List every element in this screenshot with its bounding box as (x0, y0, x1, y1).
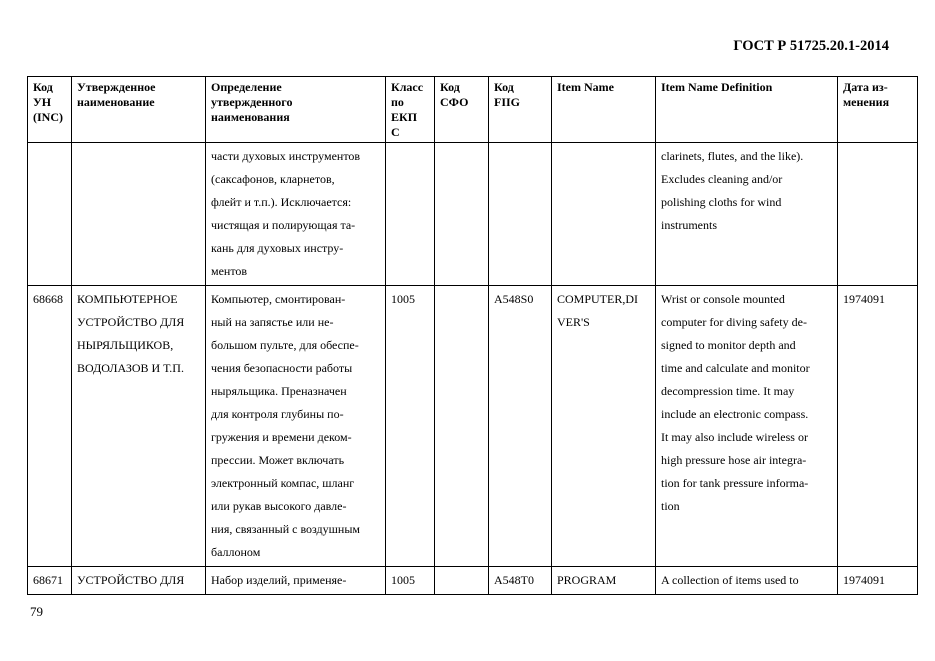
document-code: ГОСТ Р 51725.20.1-2014 (733, 38, 889, 54)
column-header-change-date: Дата из- менения (838, 77, 918, 143)
cell-class: 1005 (386, 286, 435, 567)
cell-inc: 68671 (28, 567, 72, 595)
column-header-fiig: Код FIIG (489, 77, 552, 143)
column-header-approved-name: Утвержденное наименование (72, 77, 206, 143)
table-row (28, 143, 918, 286)
cell-item-name-definition: A collection of items used to (656, 567, 838, 595)
cell-change-date: 1974091 (838, 567, 918, 595)
table-row (28, 567, 918, 595)
cell-change-date: 1974091 (838, 286, 918, 567)
cell-inc (28, 143, 72, 286)
cell-definition: Компьютер, смонтирован- ный на запястье или не- большом пульте, для обеспе- чения безопасности работы ныряльщика. Преназначен для контроля глубины по- гружения и времени деком- прессии. Может включать электронный компас, шланг или рукав высокого давле- ния, связанный с воздушным баллоном (206, 286, 386, 567)
table-header-row (28, 77, 918, 143)
cell-definition: Набор изделий, применяе- (206, 567, 386, 595)
cell-sfo (435, 143, 489, 286)
cell-sfo (435, 567, 489, 595)
cell-sfo (435, 286, 489, 567)
cell-definition: части духовых инструментов (саксафонов, кларнетов, флейт и т.п.). Исключается: чистящая и полирующая та- кань для духовых инстру- ментов (206, 143, 386, 286)
table-row (28, 286, 918, 567)
cell-item-name: PROGRAM (552, 567, 656, 595)
cell-approved-name (72, 143, 206, 286)
cell-fiig: A548T0 (489, 567, 552, 595)
cell-class: 1005 (386, 567, 435, 595)
cell-item-name-definition: Wrist or console mounted computer for diving safety de- signed to monitor depth and time and calculate and monitor decompression time. It may include an electronic compass. It may also include wireless or high pressure hose air integra- tion for tank pressure informa- tion (656, 286, 838, 567)
cell-item-name: COMPUTER,DI VER'S (552, 286, 656, 567)
cell-change-date (838, 143, 918, 286)
cell-inc: 68668 (28, 286, 72, 567)
column-header-definition: Определение утвержденного наименования (206, 77, 386, 143)
column-header-sfo: Код СФО (435, 77, 489, 143)
cell-approved-name: УСТРОЙСТВО ДЛЯ (72, 567, 206, 595)
column-header-class: Класс по ЕКП С (386, 77, 435, 143)
catalog-table (27, 76, 918, 595)
cell-class (386, 143, 435, 286)
cell-item-name-definition: clarinets, flutes, and the like). Excludes cleaning and/or polishing cloths for wind instruments (656, 143, 838, 286)
cell-approved-name: КОМПЬЮТЕРНОЕ УСТРОЙСТВО ДЛЯ НЫРЯЛЬЩИКОВ, ВОДОЛАЗОВ И Т.П. (72, 286, 206, 567)
cell-item-name (552, 143, 656, 286)
cell-fiig: A548S0 (489, 286, 552, 567)
column-header-item-name-definition: Item Name Definition (656, 77, 838, 143)
cell-fiig (489, 143, 552, 286)
column-header-item-name: Item Name (552, 77, 656, 143)
page-number: 79 (30, 604, 43, 619)
column-header-inc: Код УН (INC) (28, 77, 72, 143)
